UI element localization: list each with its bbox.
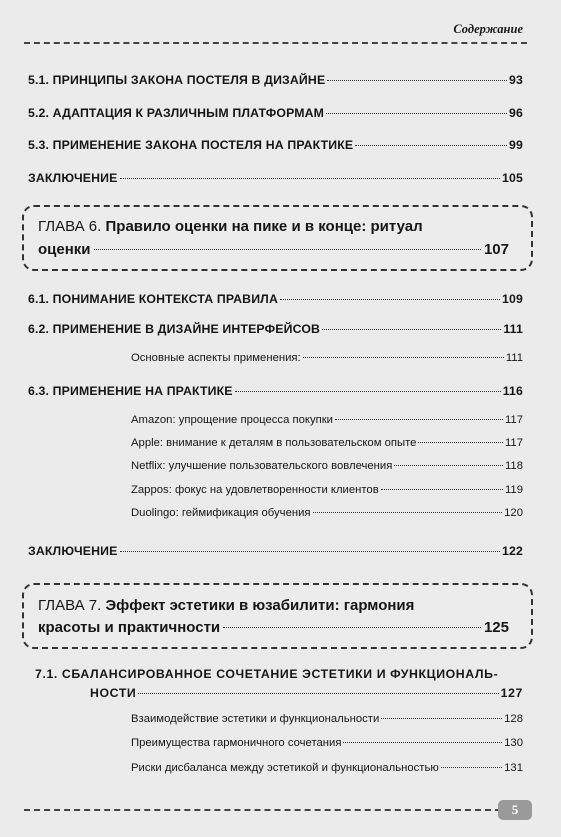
leader-dots	[313, 512, 503, 513]
page-number-badge: 5	[498, 800, 532, 820]
toc-entry-page: 111	[503, 322, 523, 336]
toc-entry-5-1[interactable]	[28, 73, 523, 87]
leader-dots	[343, 742, 502, 743]
toc-entry-page: 117	[504, 437, 523, 449]
chapter-6-title-line-1: Правило оценки на пике и в конце: ритуал	[105, 218, 423, 235]
toc-entry-page: 116	[502, 384, 523, 398]
leader-dots	[327, 80, 507, 81]
leader-dots	[394, 465, 503, 466]
toc-entry-5-3[interactable]	[28, 138, 523, 152]
toc-entry-duolingo[interactable]	[131, 507, 523, 519]
toc-entry-page: 111	[505, 352, 523, 364]
chapter-7-line-2	[38, 619, 509, 636]
leader-dots	[326, 113, 507, 114]
toc-entry-page: 105	[502, 171, 523, 185]
toc-entry-6-2[interactable]	[28, 322, 523, 336]
leader-dots	[322, 329, 501, 330]
chapter-6-page: 107	[483, 241, 509, 258]
leader-dots	[418, 442, 503, 443]
running-head-title: Содержание	[453, 22, 523, 36]
toc-entry-7-1[interactable]	[35, 667, 523, 700]
toc-entry-page: 99	[509, 138, 523, 152]
page-header	[0, 0, 561, 40]
toc-entry-title: Риски дисбаланса между эстетикой и функциональностью	[131, 762, 439, 774]
leader-dots	[120, 551, 501, 552]
leader-dots	[235, 391, 501, 392]
toc-entry-page: 122	[502, 544, 523, 558]
toc-entry-netflix[interactable]	[131, 460, 523, 472]
chapter-6-title-line-2: оценки	[38, 241, 91, 258]
toc-entry-title: 6.2. ПРИМЕНЕНИЕ В ДИЗАЙНЕ ИНТЕРФЕЙСОВ	[28, 322, 321, 336]
toc-entry-page: 128	[504, 713, 523, 725]
toc-entry-page: 120	[504, 507, 523, 519]
toc-entry-6-2-aspects[interactable]	[131, 352, 523, 364]
toc-entry-page: 118	[504, 460, 523, 472]
toc-entry-title: Zappos: фокус на удовлетворенности клиентов	[131, 484, 379, 496]
leader-dots	[280, 299, 500, 300]
toc-entry-page: 93	[509, 73, 523, 87]
chapter-6-box[interactable]	[22, 205, 533, 271]
leader-dots	[223, 627, 481, 628]
toc-entry-aesthetics-interaction[interactable]	[131, 713, 523, 725]
chapter-7-title-line-1: Эффект эстетики в юзабилити: гармония	[105, 597, 415, 614]
toc-entry-title: Взаимодействие эстетики и функциональности	[131, 713, 380, 725]
toc-entry-6-1[interactable]	[28, 292, 523, 306]
toc-entry-page: 117	[504, 414, 523, 426]
toc-entry-title: Основные аспекты применения:	[131, 352, 301, 364]
leader-dots	[138, 693, 498, 694]
chapter-7-line-1	[38, 597, 509, 614]
toc-entry-title: Duolingo: геймификация обучения	[131, 507, 311, 519]
chapter-7-title-line-2: красоты и практичности	[38, 619, 221, 636]
toc-entry-title: НОСТИ	[90, 686, 137, 700]
chapter-6-line-2	[38, 241, 509, 258]
leader-dots	[381, 718, 502, 719]
toc-entry-imbalance-risks[interactable]	[131, 762, 523, 774]
toc-entry-page: 127	[500, 686, 523, 700]
toc-entry-harmony-benefits[interactable]	[131, 737, 523, 749]
leader-dots	[94, 249, 481, 250]
toc-entry-title: Netflix: улучшение пользовательского вовлечения	[131, 460, 393, 472]
toc-entry-title: ЗАКЛЮЧЕНИЕ	[28, 171, 118, 185]
leader-dots	[355, 145, 507, 146]
leader-dots	[335, 419, 503, 420]
chapter-7-page: 125	[483, 619, 509, 636]
toc-entry-page: 131	[504, 762, 523, 774]
leader-dots	[120, 178, 501, 179]
toc-entry-page: 130	[504, 737, 523, 749]
toc-entry-zappos[interactable]	[131, 484, 523, 496]
toc-entry-conclusion-5[interactable]	[28, 171, 523, 185]
chapter-6-line-1	[38, 218, 509, 235]
leader-dots	[381, 489, 503, 490]
toc-entry-title: 6.3. ПРИМЕНЕНИЕ НА ПРАКТИКЕ	[28, 384, 233, 398]
toc-entry-7-1-line-1: 7.1. СБАЛАНСИРОВАННОЕ СОЧЕТАНИЕ ЭСТЕТИКИ И ФУНКЦИОНАЛЬ-	[35, 667, 499, 681]
toc-entry-page: 96	[509, 106, 523, 120]
leader-dots	[441, 767, 502, 768]
toc-entry-title: 5.2. АДАПТАЦИЯ К РАЗЛИЧНЫМ ПЛАТФОРМАМ	[28, 106, 325, 120]
toc-entry-5-2[interactable]	[28, 106, 523, 120]
toc-entry-title: 5.1. ПРИНЦИПЫ ЗАКОНА ПОСТЕЛЯ В ДИЗАЙНЕ	[28, 73, 326, 87]
chapter-6-label: ГЛАВА 6.	[38, 218, 102, 235]
toc-entry-7-1-line-2	[90, 686, 523, 700]
toc-entry-title: Преимущества гармоничного сочетания	[131, 737, 342, 749]
toc-entry-apple[interactable]	[131, 437, 523, 449]
toc-entry-title: Apple: внимание к деталям в пользовательском опыте	[131, 437, 417, 449]
chapter-7-box[interactable]	[22, 583, 533, 649]
header-divider	[24, 42, 527, 44]
toc-entry-6-3[interactable]	[28, 384, 523, 398]
chapter-7-label: ГЛАВА 7.	[38, 597, 102, 614]
toc-entry-page: 119	[504, 484, 523, 496]
toc-entry-title: 5.3. ПРИМЕНЕНИЕ ЗАКОНА ПОСТЕЛЯ НА ПРАКТИКЕ	[28, 138, 354, 152]
toc-entry-conclusion-6[interactable]	[28, 544, 523, 558]
toc-entry-page: 109	[502, 292, 523, 306]
toc-entry-amazon[interactable]	[131, 414, 523, 426]
toc-entry-title: 6.1. ПОНИМАНИЕ КОНТЕКСТА ПРАВИЛА	[28, 292, 278, 306]
footer-divider	[24, 809, 501, 811]
leader-dots	[303, 357, 504, 358]
toc-entry-title: ЗАКЛЮЧЕНИЕ	[28, 544, 118, 558]
toc-entry-title: Amazon: упрощение процесса покупки	[131, 414, 333, 426]
